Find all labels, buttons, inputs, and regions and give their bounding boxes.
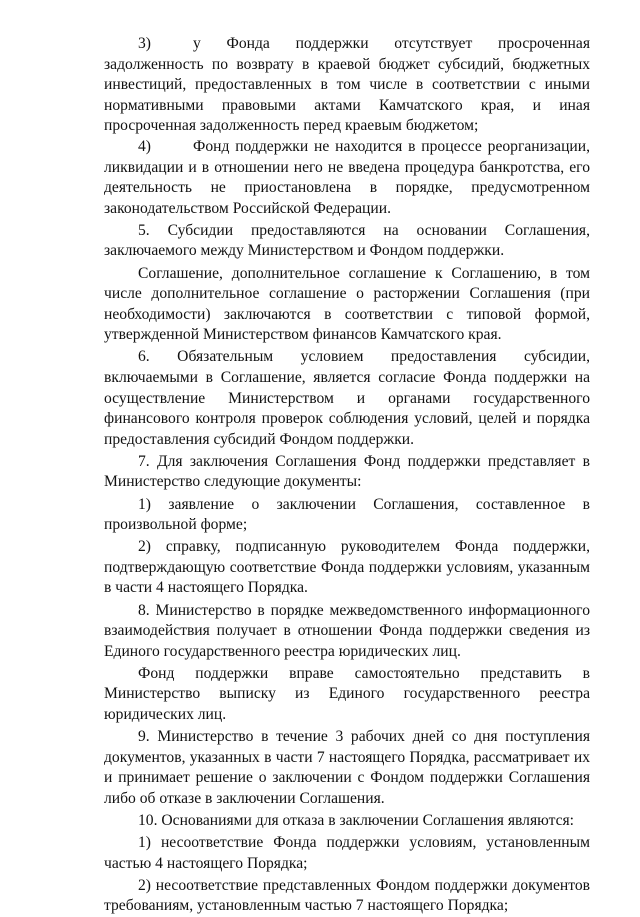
paragraph-clause-10-item-2: 2) несоответствие представленных Фондом поддержки документов требованиям, установленным частью 7 настоящего Порядка;: [104, 876, 590, 915]
paragraph-text: у Фонда поддержки отсутствует просроченная задолженность по возврату в краевой бюджет субсидий, бюджетных инвестиций, предоставленных в том числе в соответствии с иными нормативными правовыми актами Камчатского края, и иная просроченная задолженность перед краевым бюджетом;: [104, 35, 590, 135]
paragraph-text: Фонд поддержки не находится в процессе реорганизации, ликвидации и в отношении него не введена процедура банкротства, его деятельность не приостановлена в порядке, предусмотренном законодательством Российской Федерации.: [104, 137, 590, 217]
paragraph-clause-7-item-2: 2) справку, подписанную руководителем Фонда поддержки, подтверждающую соответствие Фонда поддержки условиям, указанным в части 4 настоящего Порядка.: [104, 538, 590, 597]
paragraph-clause-7: 7. Для заключения Соглашения Фонд поддержки представляет в Министерство следующие документы:: [104, 452, 590, 491]
paragraph-4: [104, 137, 590, 219]
paragraph-clause-9: 9. Министерство в течение 3 рабочих дней со дня поступления документов, указанных в части 7 настоящего Порядка, рассматривает их и принимает решение о заключении с Фондом поддержки Соглашения либо об отказе в заключении Соглашения.: [104, 728, 590, 807]
document-body: [104, 34, 590, 917]
item-number: 3): [138, 35, 151, 52]
paragraph-clause-7-item-1: 1) заявление о заключении Соглашения, составленное в произвольной форме;: [104, 495, 590, 534]
paragraph-clause-5: 5. Субсидии предоставляются на основании Соглашения, заключаемого между Министерством и Фондом поддержки.: [104, 221, 590, 260]
item-number: 4): [138, 137, 151, 155]
paragraph-3: [104, 34, 590, 137]
paragraph-clause-10: 10. Основаниями для отказа в заключении Соглашения являются:: [138, 811, 575, 829]
paragraph-clause-10-item-1: 1) несоответствие Фонда поддержки условиям, установленным частью 4 настоящего Порядка;: [104, 834, 590, 872]
paragraph-clause-8: 8. Министерство в порядке межведомственного информационного взаимодействия получает в отношении Фонда поддержки сведения из Единого государственного реестра юридических лиц.: [104, 601, 590, 660]
paragraph-egrul-extract: Фонд поддержки вправе самостоятельно представить в Министерство выписку из Единого государственного реестра юридических лиц.: [104, 664, 590, 723]
paragraph-agreement-form: Соглашение, дополнительное соглашение к Соглашению, в том числе дополнительное соглашение о расторжении Соглашения (при необходимости) заключаются в соответствии с типовой формой, утвержденной Министерством финансов Камчатского края.: [104, 264, 590, 344]
paragraph-clause-6: 6. Обязательным условием предоставления субсидии, включаемыми в Соглашение, является согласие Фонда поддержки на осуществление Министерством и органами государственного финансового контроля проверок соблюдения условий, целей и порядка предоставления субсидий Фондом поддержки.: [104, 348, 590, 448]
